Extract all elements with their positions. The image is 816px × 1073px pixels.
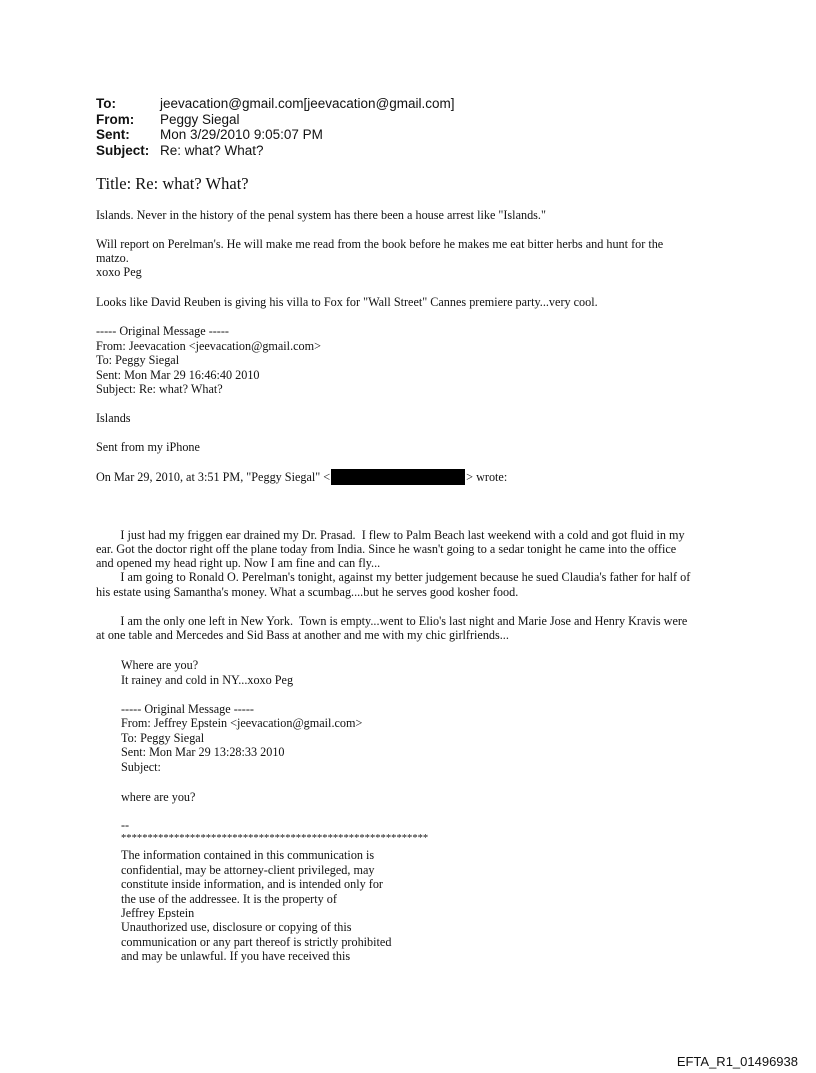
document-id-footer: EFTA_R1_01496938 [676, 1054, 798, 1069]
sent-value: Mon 3/29/2010 9:05:07 PM [160, 127, 323, 142]
second-original-separator: ----- Original Message ----- [121, 702, 254, 716]
iphone-signature: Sent from my iPhone [96, 440, 200, 454]
reply-paragraph-2-line-1: Will report on Perelman's. He will make me read from the book before he makes me eat bitter herbs and hunt for the [96, 237, 664, 251]
second-original-subject: Subject: [121, 760, 161, 774]
quoted-line-3: and opened my head right up. Now I am fine and can fly... [96, 556, 381, 570]
second-original-body: where are you? [121, 790, 196, 804]
quoted-rainey: It rainey and cold in NY...xoxo Peg [121, 673, 294, 687]
signature-dashes: -- [121, 818, 130, 832]
to-value: jeevacation@gmail.com[jeevacation@gmail.com] [160, 96, 455, 111]
original-subject: Subject: Re: what? What? [96, 382, 223, 396]
reply-paragraph-1: Islands. Never in the history of the penal system has there been a house arrest like "Islands." [96, 208, 546, 222]
disclaimer-line: Jeffrey Epstein [121, 906, 195, 920]
reply-paragraph-2-line-2: matzo. [96, 251, 129, 265]
quoted-line-7: at one table and Mercedes and Sid Bass at another and me with my chic girlfriends... [96, 628, 509, 642]
second-original-from: From: Jeffrey Epstein <jeevacation@gmail.com> [121, 716, 363, 730]
to-row [96, 96, 455, 112]
original-from: From: Jeevacation <jeevacation@gmail.com> [96, 339, 321, 353]
reply-paragraph-3: Looks like David Reuben is giving his villa to Fox for "Wall Street" Cannes premiere party...very cool. [96, 295, 598, 309]
to-label: To: [96, 96, 116, 111]
from-row [96, 112, 455, 128]
quoted-line-4: I am going to Ronald O. Perelman's tonight, against my better judgement because he sued Claudia's father for half of [96, 570, 691, 584]
original-sent: Sent: Mon Mar 29 16:46:40 2010 [96, 368, 260, 382]
sent-row [96, 127, 455, 143]
email-header [96, 96, 455, 158]
disclaimer-line: Unauthorized use, disclosure or copying of this [121, 920, 352, 934]
quoted-line-5: his estate using Samantha's money. What a scumbag....but he serves good kosher food. [96, 585, 519, 599]
quoted-line-2: ear. Got the doctor right off the plane today from India. Since he wasn't going to a sedar tonight he came into the office [96, 542, 677, 556]
sent-label: Sent: [96, 127, 130, 142]
disclaimer-line: and may be unlawful. If you have received this [121, 949, 351, 963]
disclaimer-line: constitute inside information, and is intended only for [121, 877, 383, 891]
disclaimer-line: confidential, may be attorney-client privileged, may [121, 863, 375, 877]
quoted-where: Where are you? [121, 658, 199, 672]
from-label: From: [96, 111, 135, 127]
second-original-to: To: Peggy Siegal [121, 731, 205, 745]
original-message-separator: ----- Original Message ----- [96, 324, 229, 338]
subject-value: Re: what? What? [160, 142, 264, 158]
quote-attribution [96, 469, 507, 485]
quote-attribution-before: On Mar 29, 2010, at 3:51 PM, "Peggy Siegal" < [96, 470, 331, 484]
disclaimer-stars: ********************************************************** [121, 833, 429, 844]
subject-row [96, 143, 455, 159]
email-title: Title: Re: what? What? [96, 174, 249, 193]
second-original-sent: Sent: Mon Mar 29 13:28:33 2010 [121, 745, 285, 759]
disclaimer-line: The information contained in this communication is [121, 848, 375, 862]
quote-attribution-after: > wrote: [466, 470, 508, 484]
disclaimer-line: the use of the addressee. It is the property of [121, 892, 337, 906]
original-body: Islands [96, 411, 131, 425]
original-to: To: Peggy Siegal [96, 353, 180, 367]
from-value: Peggy Siegal [160, 111, 240, 127]
reply-signoff: xoxo Peg [96, 265, 142, 279]
quoted-line-6: I am the only one left in New York. Town is empty...went to Elio's last night and Marie Jose and Henry Kravis were [96, 614, 688, 628]
subject-label: Subject: [96, 142, 150, 158]
redaction-block [331, 469, 465, 485]
quoted-line-1: I just had my friggen ear drained my Dr. Prasad. I flew to Palm Beach last weekend with a cold and got fluid in my [96, 528, 685, 542]
disclaimer-line: communication or any part thereof is strictly prohibited [121, 935, 392, 949]
